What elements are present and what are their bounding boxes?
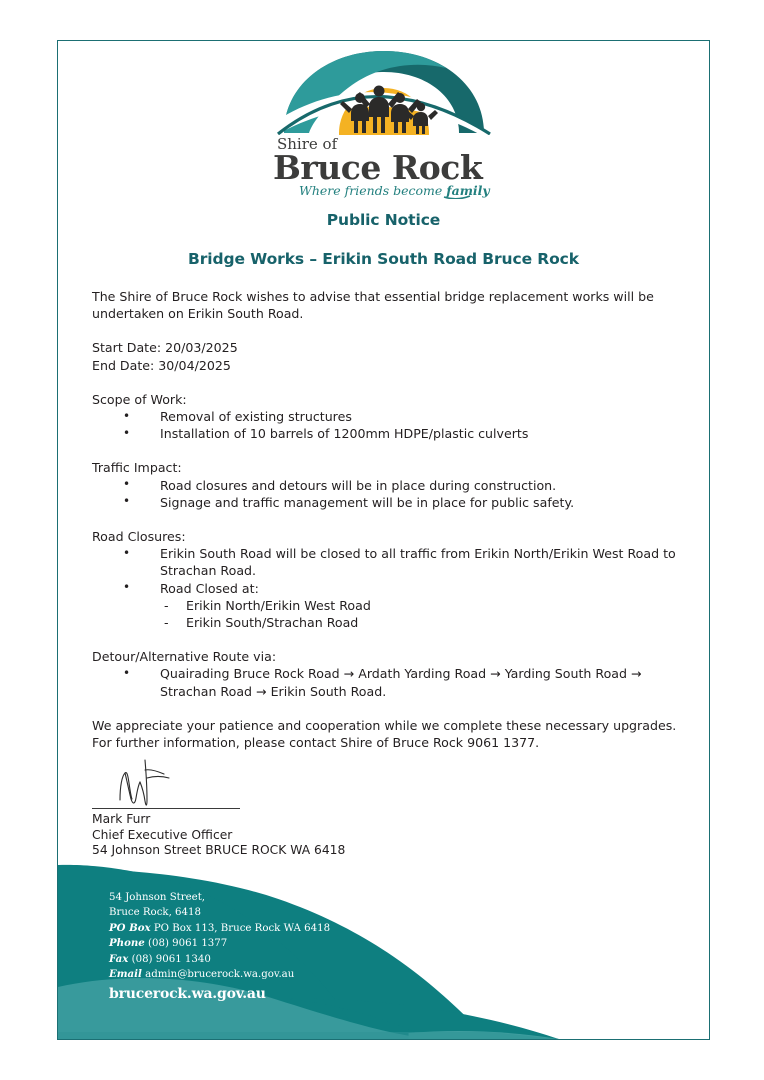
- list-item: • Quairading Bruce Rock Road → Ardath Yarding Road → Yarding South Road → Strachan Road → Erikin South Road.: [92, 665, 680, 699]
- handwritten-signature-icon: [114, 756, 234, 808]
- closing-line-1: We appreciate your patience and cooperation while we complete these necessary upgrades.: [92, 717, 677, 733]
- notice-body: [92, 288, 680, 751]
- footer-phone-row: [109, 936, 330, 952]
- footer-address-line-2: Bruce Rock, 6418: [109, 907, 201, 919]
- footer-po-box-label: PO Box: [109, 921, 151, 934]
- traffic-heading: Traffic Impact:: [92, 460, 182, 476]
- closing-line-2: For further information, please contact Shire of Bruce Rock 9061 1377.: [92, 735, 540, 751]
- start-date-line: Start Date: 20/03/2025: [92, 340, 238, 356]
- logo-tagline-text: Where friends become family: [298, 183, 490, 198]
- list-item: • Installation of 10 barrels of 1200mm HDPE/plastic culverts: [92, 425, 680, 442]
- footer-fax-row: [109, 952, 330, 968]
- list-item: - Erikin North/Erikin West Road: [92, 597, 680, 614]
- signature-rule: [92, 808, 240, 809]
- page-title: Public Notice: [326, 211, 441, 229]
- closures-list: [92, 545, 680, 597]
- end-date-line: End Date: 30/04/2025: [92, 357, 231, 373]
- list-item: - Erikin South/Strachan Road: [92, 614, 680, 631]
- footer-po-box-value: PO Box 113, Bruce Rock WA 6418: [153, 922, 331, 934]
- list-item: • Erikin South Road will be closed to all traffic from Erikin North/Erikin West Road to Strachan Road.: [92, 545, 680, 579]
- footer-email-row: [109, 967, 330, 983]
- footer-fax-value: (08) 9061 1340: [131, 953, 211, 965]
- closures-heading: Road Closures:: [92, 529, 186, 545]
- traffic-list: [92, 477, 680, 511]
- list-item: • Road Closed at:: [92, 580, 680, 597]
- signatory-title: Chief Executive Officer: [92, 827, 233, 842]
- document-frame: [57, 40, 710, 1040]
- signatory-name: Mark Furr: [92, 812, 151, 826]
- footer-email-label: Email: [109, 968, 142, 981]
- list-item: • Signage and traffic management will be in place for public safety.: [92, 494, 680, 511]
- detour-heading: Detour/Alternative Route via:: [92, 649, 277, 665]
- footer-website-link[interactable]: brucerock.wa.gov.au: [109, 986, 266, 1002]
- scope-list: [92, 408, 680, 442]
- footer-phone-value: (08) 9061 1377: [148, 938, 228, 950]
- footer-contact-details: [109, 891, 330, 1005]
- footer-phone-label: Phone: [109, 937, 145, 950]
- footer-fax-label: Fax: [109, 952, 129, 965]
- closures-sub-list: [92, 597, 680, 631]
- footer-po-box-row: [109, 921, 330, 937]
- signatory-address: 54 Johnson Street BRUCE ROCK WA 6418: [92, 843, 346, 858]
- bruce-rock-wordmark: [269, 133, 499, 199]
- detour-list: [92, 665, 680, 699]
- list-item: • Removal of existing structures: [92, 408, 680, 425]
- page-subtitle: Bridge Works – Erikin South Road Bruce Rock: [188, 250, 579, 268]
- scope-heading: Scope of Work:: [92, 391, 187, 407]
- footer-email-value: admin@brucerock.wa.gov.au: [145, 969, 295, 981]
- intro-paragraph: The Shire of Bruce Rock wishes to advise that essential bridge replacement works will be undertaken on Erikin South Road.: [92, 289, 654, 322]
- shire-logo: [58, 49, 709, 199]
- logo-line1-text: Shire of: [276, 135, 337, 153]
- bruce-rock-crest-icon: [276, 49, 492, 135]
- list-item: • Road closures and detours will be in place during construction.: [92, 477, 680, 494]
- footer-address-line-1: 54 Johnson Street,: [109, 892, 206, 904]
- logo-line2-text: Bruce Rock: [272, 148, 482, 187]
